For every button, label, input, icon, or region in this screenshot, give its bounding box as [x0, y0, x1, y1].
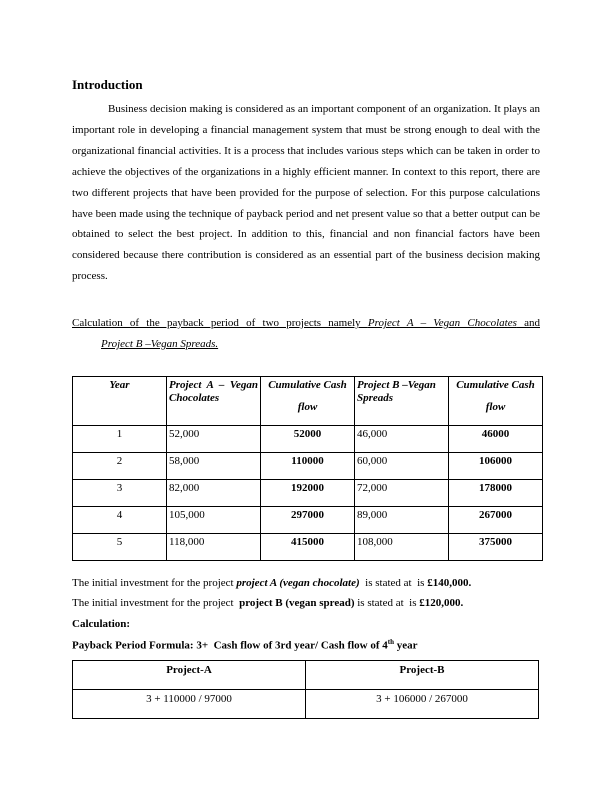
header-cum-b-line2: flow — [485, 401, 506, 413]
cell-cumulative-a: 192000 — [261, 480, 355, 507]
table-row — [73, 426, 543, 453]
intro-text: Business decision making is considered as an important component of an organization. It plays an important role in developing a financial management system that must be strong enough to deal with the organizational financial activities. It is a process that includes various steps which can be taken in order to achieve the objectives of the organizations in a highly efficient manner. In context to this report, there are two different projects that have been provided for the purpose of selection. For this purpose calculations have been made using the technique of payback period and net present value so that a better output can be obtained to select the best project. In addition to this, financial and non financial factors have been considered because there contribution is considered as an essential part of the business decision making process. — [72, 103, 540, 283]
header-project-b: Project-B — [306, 661, 539, 690]
cell-project-b: 60,000 — [355, 453, 449, 480]
inv-b-amount: £120,000. — [419, 597, 464, 609]
cell-cumulative-b: 106000 — [449, 453, 543, 480]
cell-project-b: 72,000 — [355, 480, 449, 507]
cell-cumulative-b: 267000 — [449, 507, 543, 534]
cell-project-b: 108,000 — [355, 534, 449, 561]
cash-flow-table — [72, 376, 543, 561]
intro-paragraph — [72, 99, 540, 287]
calculation-label: Calculation: — [72, 618, 131, 630]
cell-cumulative-b: 46000 — [449, 426, 543, 453]
formula-suffix: year — [394, 639, 418, 652]
payback-table — [72, 660, 539, 719]
cell-year: 5 — [73, 534, 167, 561]
formula-text: Payback Period Formula: 3+ Cash flow of 3rd year/ Cash flow of 4 — [72, 639, 388, 652]
header-project-a: Project A – Vegan Chocolates — [167, 377, 261, 426]
table-header-row — [73, 377, 543, 426]
cell-cumulative-a: 297000 — [261, 507, 355, 534]
section-heading: Introduction — [72, 77, 143, 92]
inv-b-paren: (vegan spread) — [282, 597, 355, 609]
cell-project-b: 46,000 — [355, 426, 449, 453]
cell-project-a: 105,000 — [167, 507, 261, 534]
cell-cumulative-b: 178000 — [449, 480, 543, 507]
header-year: Year — [73, 377, 167, 426]
investment-line-b — [72, 596, 463, 610]
inv-b-prefix: The initial investment for the project — [72, 597, 240, 609]
caption-project-a: Project A – Vegan Chocolates — [367, 317, 517, 329]
cell-year: 2 — [73, 453, 167, 480]
table-caption — [72, 313, 540, 355]
header-cumulative-a — [261, 377, 355, 426]
cell-cumulative-a: 52000 — [261, 426, 355, 453]
cell-project-a: 118,000 — [167, 534, 261, 561]
header-project-a: Project-A — [73, 661, 306, 690]
cell-year: 4 — [73, 507, 167, 534]
caption-project-b: Project B –Vegan Spreads. — [101, 338, 219, 350]
inv-a-project: project A (vegan chocolate) — [236, 577, 360, 589]
payback-value-b: 3 + 106000 / 267000 — [306, 690, 539, 719]
caption-prefix: Calculation of the payback period of two projects namely — [72, 317, 368, 329]
cell-cumulative-a: 110000 — [261, 453, 355, 480]
table-row — [73, 507, 543, 534]
inv-a-mid: is stated at is — [359, 577, 428, 589]
cell-cumulative-b: 375000 — [449, 534, 543, 561]
inv-b-mid: is stated at is — [354, 597, 420, 609]
formula-sup: th — [387, 638, 395, 646]
cell-year: 1 — [73, 426, 167, 453]
payback-value-row — [73, 690, 539, 719]
investment-line-a — [72, 576, 471, 590]
cell-project-a: 58,000 — [167, 453, 261, 480]
header-project-b: Project B –Vegan Spreads — [355, 377, 449, 426]
cell-project-b: 89,000 — [355, 507, 449, 534]
header-cum-a-line1: Cumulative Cash — [268, 379, 347, 391]
cell-year: 3 — [73, 480, 167, 507]
table-row — [73, 534, 543, 561]
header-cum-a-line2: flow — [297, 401, 318, 413]
header-cumulative-b — [449, 377, 543, 426]
payback-header-row — [73, 661, 539, 690]
payback-formula — [72, 638, 418, 652]
table-row — [73, 453, 543, 480]
caption-and: and — [516, 317, 540, 329]
cell-project-a: 52,000 — [167, 426, 261, 453]
table-row — [73, 480, 543, 507]
inv-a-prefix: The initial investment for the project — [72, 577, 237, 589]
cell-cumulative-a: 415000 — [261, 534, 355, 561]
cell-project-a: 82,000 — [167, 480, 261, 507]
inv-a-amount: £140,000. — [427, 577, 472, 589]
payback-value-a: 3 + 110000 / 97000 — [73, 690, 306, 719]
header-cum-b-line1: Cumulative Cash — [456, 379, 535, 391]
inv-b-project: project B — [239, 597, 283, 609]
